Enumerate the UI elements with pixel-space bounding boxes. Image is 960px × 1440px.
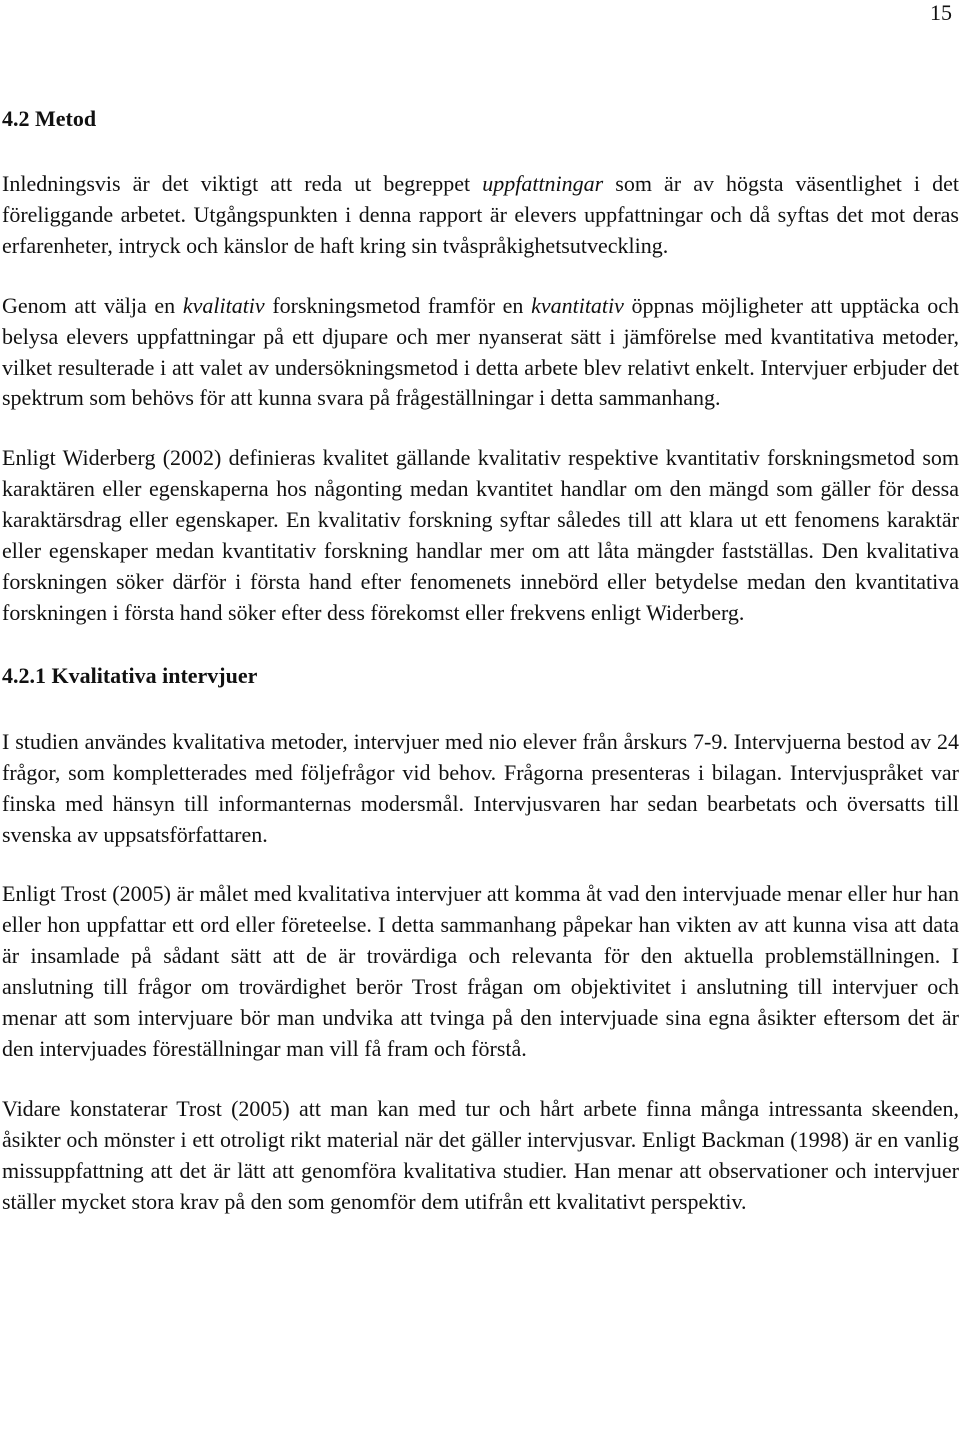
paragraph-text: forskningsmetod framför en [264,292,532,318]
document-body [2,101,959,1246]
paragraph-text: Inledningsvis är det viktigt att reda ut begreppet [2,171,483,196]
section-heading: 4.2 Metod [2,106,97,131]
paragraph-intro [2,169,959,262]
paragraph-text: som är av högsta väsentlighet i det föreliggande arbetet. Utgångspunkten i denna rapport är elevers uppfattningar och då syftas det mot deras erfarenheter, intryck och känslor de haft kring sin tvåspråkighetsutveckling. [2,171,959,258]
paragraph-trost-goal: Enligt Trost (2005) är målet med kvalitativa intervjuer att komma åt vad den intervjuade menar eller hur han eller hon uppfattar ett ord eller företeelse. I detta sammanhang påpekar han vikten av att kunna visa att data är insamlade på sådant sätt att de är trovärdiga och relevanta för den aktuella problemställningen. I anslutning till frågor om trovärdighet berör Trost frågan om objektivitet i anslutning till intervjuer och menar att som intervjuare bör man undvika att tvinga på den intervjuade sina egna åsikter eftersom det är den intervjuades föreställningar man vill få fram och förstå. [2,881,959,1061]
emphasis-term: kvalitativ [182,292,265,318]
emphasis-term: uppfattningar [482,171,604,196]
subsection-heading: 4.2.1 Kvalitativa intervjuer [2,662,258,688]
paragraph-study: I studien användes kvalitativa metoder, intervjuer med nio elever från årskurs 7-9. Intervjuerna bestod av 24 frågor, som kompletterades med följefrågor vid behov. Frågorna presenteras i bilagan. Intervjuspråket var finska med hänsyn till informanternas modersmål. Intervjusvaren har sedan bearbetats och översatts till svenska av uppsatsförfattaren. [2,728,959,847]
paragraph-widerberg: Enligt Widerberg (2002) definieras kvalitet gällande kvalitativ respektive kvantitativ forskningsmetod som karaktären eller egenskaperna hos någonting medan kvantitet handlar om den mängd som gäller för dessa karaktärsdrag eller egenskaper. En kvalitativ forskning syftar således till att klara ut ett fenomens karaktär eller egenskaper medan kvantitativ forskning handlar mer om att låta mängder fastställas. Den kvalitativa forskningen söker därför i första hand efter fenomenets innebörd eller betydelse medan den kvantitativa forskningen i första hand söker efter dess förekomst eller frekvens enligt Widerberg. [2,445,959,625]
paragraph-text: Genom att välja en [2,292,183,318]
emphasis-term: kvantitativ [531,292,624,318]
paragraph-method-choice [2,291,959,415]
paragraph-text: öppnas möjligheter att upptäcka och belysa elevers uppfattningar på ett djupare och mer nyanserat sätt i jämförelse med kvantitativa metoder, vilket resulterade i att valet av undersökningsmetod i detta arbete blev relativt enkelt. Intervjuer erbjuder det spektrum som behövs för att kunna svara på frågeställningar i detta sammanhang. [2,292,960,411]
page-number: 15 [930,0,952,25]
paragraph-trost-backman: Vidare konstaterar Trost (2005) att man kan med tur och hårt arbete finna många intressanta skeenden, åsikter och mönster i ett otroligt rikt material när det gäller intervjusvar. Enligt Backman (1998) är en vanlig missuppfattning att det är lätt att genomföra kvalitativa studier. Han menar att observationer och intervjuer ställer mycket stora krav på den som genomför dem utifrån ett kvalitativt perspektiv. [2,1095,959,1214]
